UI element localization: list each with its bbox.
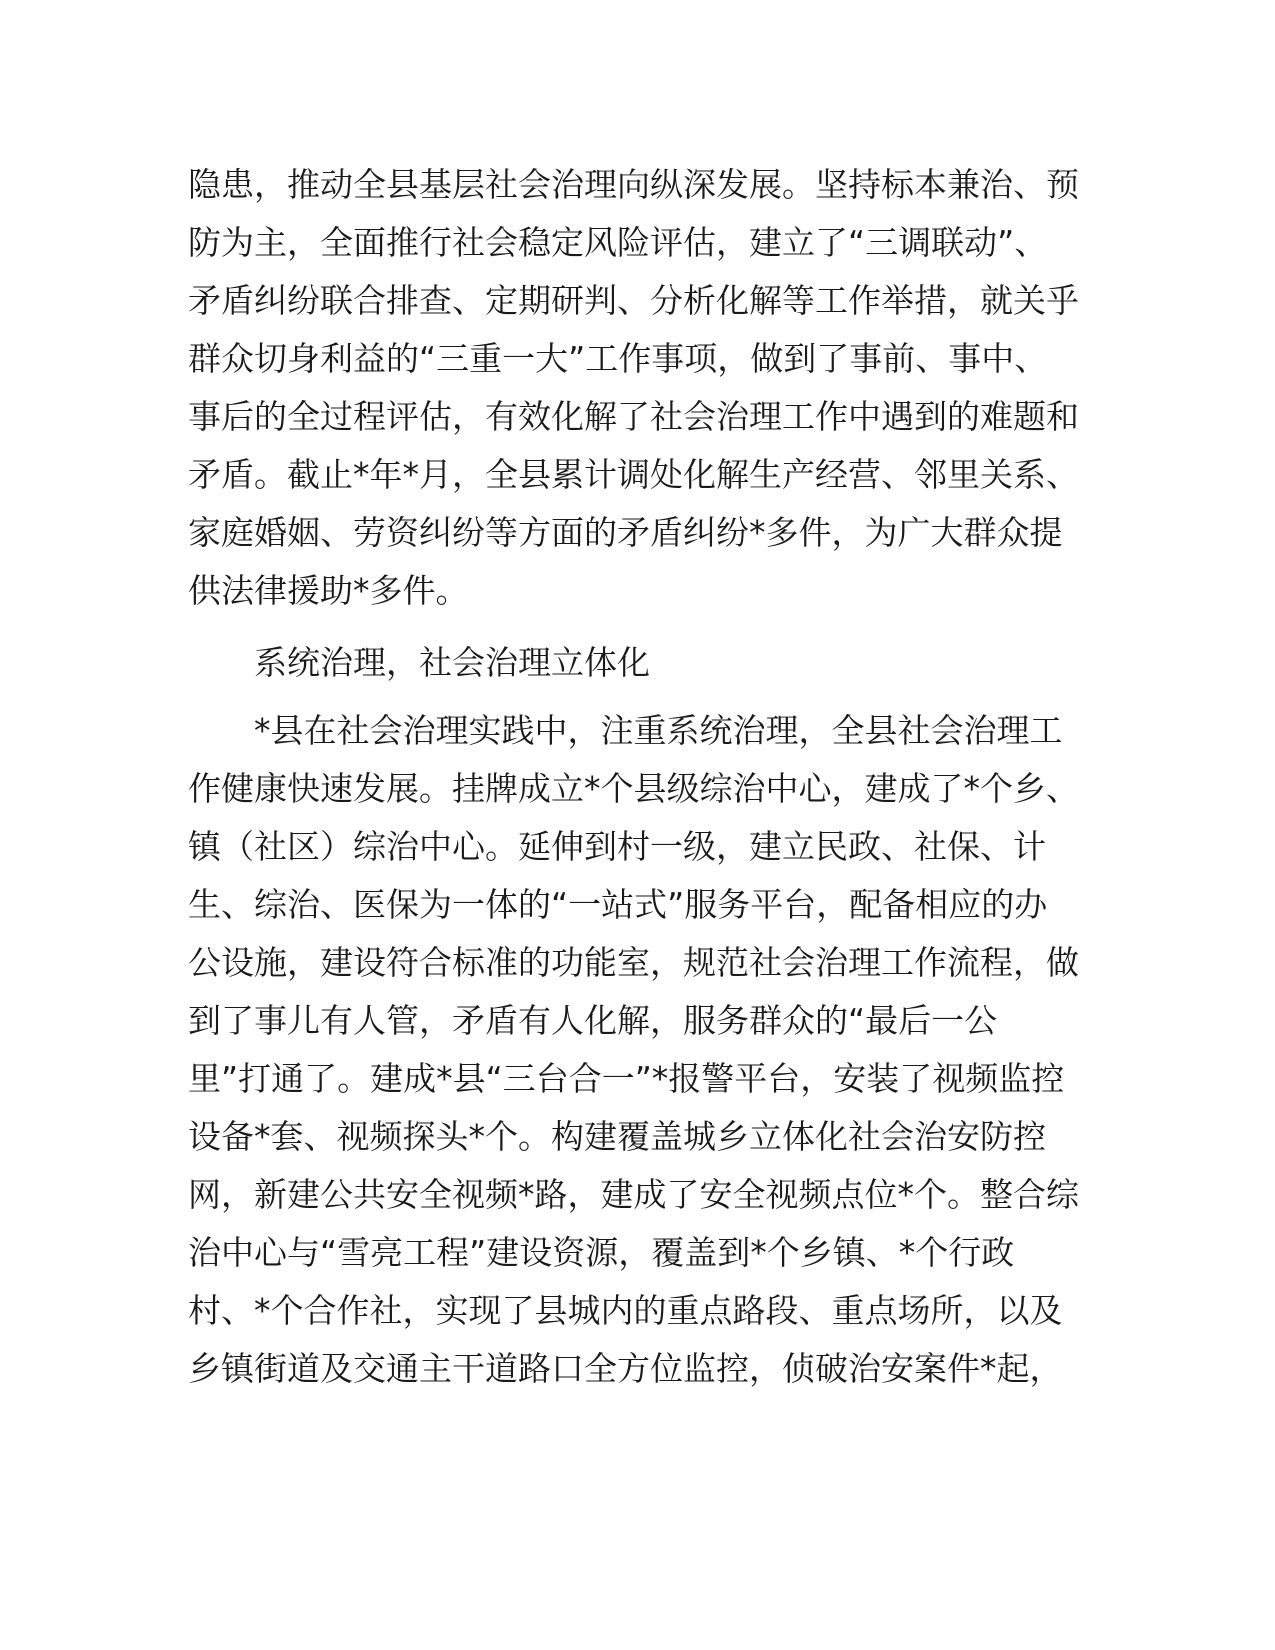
- paragraph-line: 设备*套、视频探头*个。构建覆盖城乡立体化社会治安防控: [188, 1117, 1046, 1156]
- paragraph-line: 里”打通了。建成*县“三台合一”*报警平台，安装了视频监控: [188, 1059, 1065, 1098]
- paragraph-line: 家庭婚姻、劳资纠纷等方面的矛盾纠纷*多件，为广大群众提: [188, 513, 1063, 552]
- paragraph-line: 生、综治、医保为一体的“一站式”服务平台，配备相应的办: [188, 885, 1048, 924]
- paragraph-line: 矛盾纠纷联合排查、定期研判、分析化解等工作举措，就关乎: [188, 281, 1079, 320]
- paragraph-line: 乡镇街道及交通主干道路口全方位监控，侦破治安案件*起，: [188, 1349, 1063, 1388]
- section-heading: 系统治理，社会治理立体化: [254, 643, 650, 682]
- paragraph-line: 镇（社区）综治中心。延伸到村一级，建立民政、社保、计: [188, 827, 1046, 866]
- paragraph-line: 矛盾。截止*年*月，全县累计调处化解生产经营、邻里关系、: [188, 455, 1079, 494]
- paragraph-2: [188, 702, 1088, 1398]
- paragraph-line: *县在社会治理实践中，注重系统治理，全县社会治理工: [254, 711, 1063, 750]
- paragraph-line: 到了事儿有人管，矛盾有人化解，服务群众的“最后一公: [188, 1001, 998, 1040]
- paragraph-line: 供法律援助*多件。: [188, 571, 469, 610]
- paragraph-line: 村、*个合作社，实现了县城内的重点路段、重点场所，以及: [188, 1291, 1063, 1330]
- paragraph-line: 隐患，推动全县基层社会治理向纵深发展。坚持标本兼治、预: [188, 165, 1079, 204]
- paragraph-line: 防为主，全面推行社会稳定风险评估，建立了“三调联动”、: [188, 223, 1048, 262]
- paragraph-line: 公设施，建设符合标准的功能室，规范社会治理工作流程，做: [188, 943, 1079, 982]
- paragraph-line: 事后的全过程评估，有效化解了社会治理工作中遇到的难题和: [188, 397, 1079, 436]
- paragraph-line: 网，新建公共安全视频*路，建成了安全视频点位*个。整合综: [188, 1175, 1079, 1214]
- paragraph-line: 治中心与“雪亮工程”建设资源，覆盖到*个乡镇、*个行政: [188, 1233, 1015, 1272]
- paragraph-line: 作健康快速发展。挂牌成立*个县级综治中心，建成了*个乡、: [188, 769, 1079, 808]
- paragraph-1: [188, 156, 1088, 620]
- section-heading-block: [188, 634, 1088, 692]
- paragraph-line: 群众切身利益的“三重一大”工作事项，做到了事前、事中、: [188, 339, 1048, 378]
